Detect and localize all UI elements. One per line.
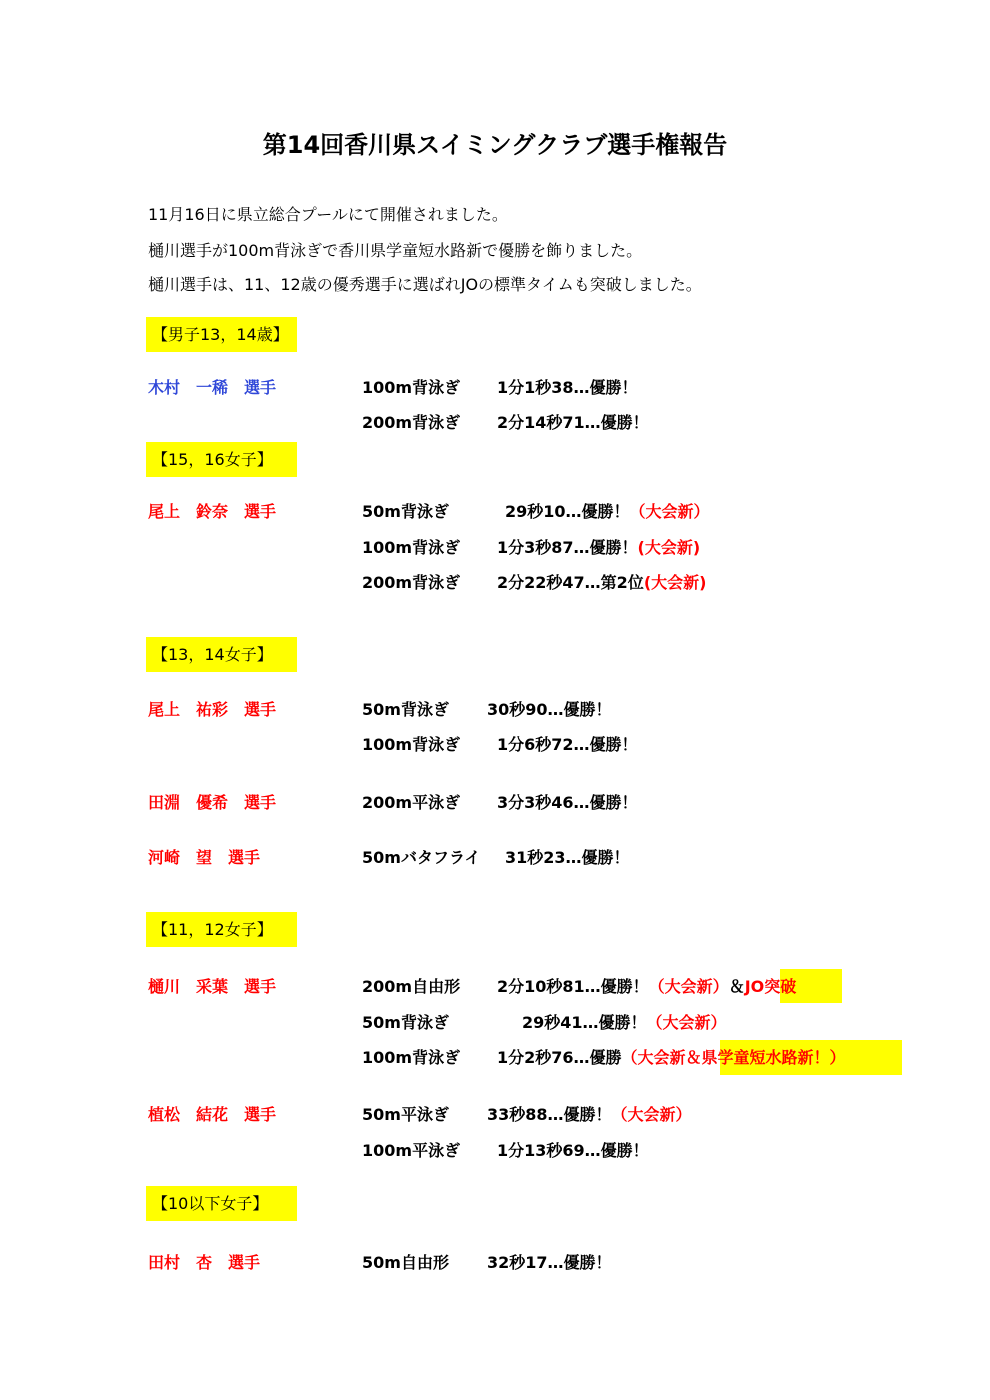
swimmer-name: 植松 結花 選手 — [148, 1105, 277, 1124]
category-girls-13-14: 【13，14女子】 — [152, 645, 273, 664]
category-girls-10-under: 【10以下女子】 — [152, 1194, 269, 1213]
intro-line-2: 樋川選手が100m背泳ぎで香川県学童短水路新で優勝を飾りました。 — [148, 241, 643, 260]
result-main: 29秒41…優勝！ — [522, 1013, 647, 1032]
result-text: 2分14秒71…優勝！ — [497, 413, 649, 432]
swimmer-name: 尾上 鈴奈 選手 — [148, 502, 277, 521]
swimmer-name: 河崎 望 選手 — [148, 848, 261, 867]
event-label: 50m背泳ぎ — [362, 1013, 449, 1032]
result-text: 1分1秒38…優勝！ — [497, 378, 638, 397]
swimmer-name: 田淵 優希 選手 — [148, 793, 277, 812]
event-label: 100m平泳ぎ — [362, 1141, 461, 1160]
result-text — [497, 540, 700, 556]
result-text: 31秒23…優勝！ — [505, 848, 630, 867]
swimmer-name: 尾上 祐彩 選手 — [148, 700, 277, 719]
result-text: 1分13秒69…優勝！ — [497, 1141, 649, 1160]
event-label: 200m背泳ぎ — [362, 573, 461, 592]
event-label: 100m背泳ぎ — [362, 735, 461, 754]
jo-note: JO突破 — [744, 977, 797, 996]
event-label: 50mバタフライ — [362, 848, 481, 867]
result-text — [497, 575, 706, 591]
swimmer-name: 田村 杏 選手 — [148, 1253, 261, 1272]
event-label: 100m背泳ぎ — [362, 378, 461, 397]
ampersand: ＆ — [728, 977, 745, 996]
result-text — [522, 1015, 727, 1031]
result-text: 1分6秒72…優勝！ — [497, 735, 638, 754]
event-label: 100m背泳ぎ — [362, 538, 461, 557]
event-label: 50m平泳ぎ — [362, 1105, 449, 1124]
record-note: (大会新) — [643, 573, 707, 592]
category-girls-11-12: 【11，12女子】 — [152, 920, 273, 939]
result-main: 29秒10…優勝！ — [505, 502, 630, 521]
record-note: （大会新） — [648, 977, 729, 996]
record-note: （大会新） — [629, 502, 710, 521]
event-label: 50m自由形 — [362, 1253, 449, 1272]
result-text: 32秒17…優勝！ — [487, 1253, 612, 1272]
result-main: 2分10秒81…優勝！ — [497, 977, 649, 996]
event-label: 50m背泳ぎ — [362, 502, 449, 521]
event-label: 200m背泳ぎ — [362, 413, 461, 432]
result-main: 1分3秒87…優勝！ — [497, 538, 638, 557]
event-label: 50m背泳ぎ — [362, 700, 449, 719]
swimmer-name: 樋川 采葉 選手 — [148, 977, 277, 996]
category-girls-15-16: 【15，16女子】 — [152, 450, 273, 469]
page-title: 第14回香川県スイミングクラブ選手権報告 — [262, 131, 728, 159]
intro-line-1: 11月16日に県立総合プールにて開催されました。 — [148, 205, 508, 224]
event-label: 100m背泳ぎ — [362, 1048, 461, 1067]
record-note: (大会新) — [637, 538, 701, 557]
result-text: 30秒90…優勝！ — [487, 700, 612, 719]
event-label: 200m平泳ぎ — [362, 793, 461, 812]
record-note: （大会新） — [646, 1013, 727, 1032]
result-text — [505, 504, 710, 520]
swimmer-name: 木村 一稀 選手 — [148, 378, 277, 397]
result-text — [487, 1107, 692, 1123]
result-text: 3分3秒46…優勝！ — [497, 793, 638, 812]
result-main: 33秒88…優勝！ — [487, 1105, 612, 1124]
category-boys-13-14: 【男子13，14歳】 — [152, 325, 289, 344]
result-text — [497, 979, 796, 995]
result-text — [497, 1050, 846, 1066]
record-note: （大会新＆県学童短水路新！） — [621, 1048, 846, 1067]
record-note: （大会新） — [611, 1105, 692, 1124]
intro-line-3: 樋川選手は、11、12歳の優秀選手に選ばれJOの標準タイムも突破しました。 — [148, 275, 702, 294]
event-label: 200m自由形 — [362, 977, 461, 996]
result-main: 2分22秒47…第2位 — [497, 573, 644, 592]
result-main: 1分2秒76…優勝 — [497, 1048, 622, 1067]
